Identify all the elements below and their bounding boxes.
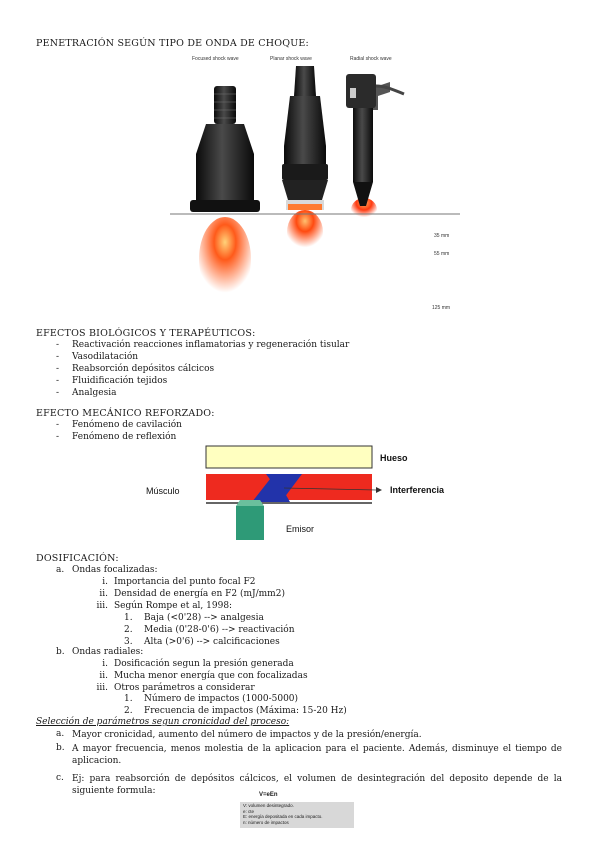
legend-line: V: volumen desintegrado. <box>243 803 294 808</box>
musculo-label: Músculo <box>146 486 180 496</box>
page-title: PENETRACIÓN SEGÚN TIPO DE ONDA DE CHOQUE: <box>36 38 309 49</box>
list-item: - Vasodilatación <box>56 352 139 362</box>
seleccion-list <box>56 729 562 797</box>
list-item: c. Ej: para reabsorción de depósitos cálcicos, el volumen de desintegración del deposito depende de la siguiente formula: <box>56 773 562 796</box>
emisor-label: Emisor <box>286 524 315 534</box>
b-sublist <box>78 659 308 695</box>
list-item: ii. Mucha menor energía que con focalizadas <box>99 671 308 681</box>
hueso-label: Hueso <box>380 453 408 463</box>
list-item: a. Mayor cronicidad, aumento del número de impactos y de la presión/energía. <box>56 729 422 740</box>
efectos-list <box>56 340 349 400</box>
interferencia-label: Interferencia <box>390 485 445 495</box>
list-item: - Fenómeno de reflexión <box>56 432 177 442</box>
list-item: - Fluidificación tejidos <box>56 376 168 386</box>
rompe-sublist <box>124 613 295 649</box>
list-item: - Fenómeno de cavilación <box>56 420 182 430</box>
list-item: iii. Otros parámetros a considerar <box>96 683 255 693</box>
formula-title: V=eEn <box>259 792 278 798</box>
mecanico-list <box>56 420 182 444</box>
efectos-heading: EFECTOS BIOLÓGICOS Y TERAPÉUTICOS: <box>36 328 256 339</box>
depth-55: 55 mm <box>434 251 450 257</box>
depth-35: 35 mm <box>434 233 450 239</box>
radial-label: Radial shock wave <box>350 56 392 62</box>
list-item: i. Dosificación segun la presión generada <box>102 659 294 669</box>
list-item: b. A mayor frecuencia, menos molestia de la aplicacion para el paciente. Además, disminuye el tiempo de aplicacion. <box>56 743 562 766</box>
item-b: b. Ondas radiales: <box>56 647 144 657</box>
list-item: 1. Número de impactos (1000-5000) <box>124 694 299 704</box>
planar-label: Planar shock wave <box>270 56 312 62</box>
shockwave-figure <box>170 52 460 314</box>
list-item: iii. Según Rompe et al, 1998: <box>96 601 233 611</box>
legend-line: e: cte <box>243 808 255 814</box>
list-item: - Analgesia <box>56 388 117 398</box>
a-sublist <box>78 577 285 613</box>
list-item: i. Importancia del punto focal F2 <box>102 577 256 587</box>
reflection-diagram <box>140 444 470 544</box>
focused-label: Focused shock wave <box>192 56 239 62</box>
list-item: 1. Baja (<0'28) --> analgesia <box>124 613 264 623</box>
legend-line: n: número de impactos <box>243 819 289 825</box>
list-item: - Reabsorción depósitos cálcicos <box>56 364 215 374</box>
list-item: ii. Densidad de energía en F2 (mJ/mm2) <box>99 589 285 599</box>
item-a: a. Ondas focalizadas: <box>56 565 158 575</box>
list-item: - Reactivación reacciones inflamatorias y regeneración tisular <box>56 340 350 350</box>
list-item: 2. Media (0'28-0'6) --> reactivación <box>124 625 295 635</box>
formula-legend <box>240 802 354 828</box>
depth-125: 125 mm <box>432 305 451 311</box>
list-item: 3. Alta (>0'6) --> calcificaciones <box>124 637 280 647</box>
params-sublist <box>124 694 347 718</box>
seleccion-heading: Selección de parámetros segun cronicidad del proceso: <box>36 717 290 727</box>
legend-line: E: energía depositada en cada impacto. <box>243 814 323 819</box>
list-item: 2. Frecuencia de impactos (Máxima: 15-20 Hz) <box>124 706 347 716</box>
dosificacion-heading: DOSIFICACIÓN: <box>36 553 119 564</box>
shockwave-devices-drawing <box>170 64 460 314</box>
mecanico-heading: EFECTO MECÁNICO REFORZADO: <box>36 408 215 419</box>
